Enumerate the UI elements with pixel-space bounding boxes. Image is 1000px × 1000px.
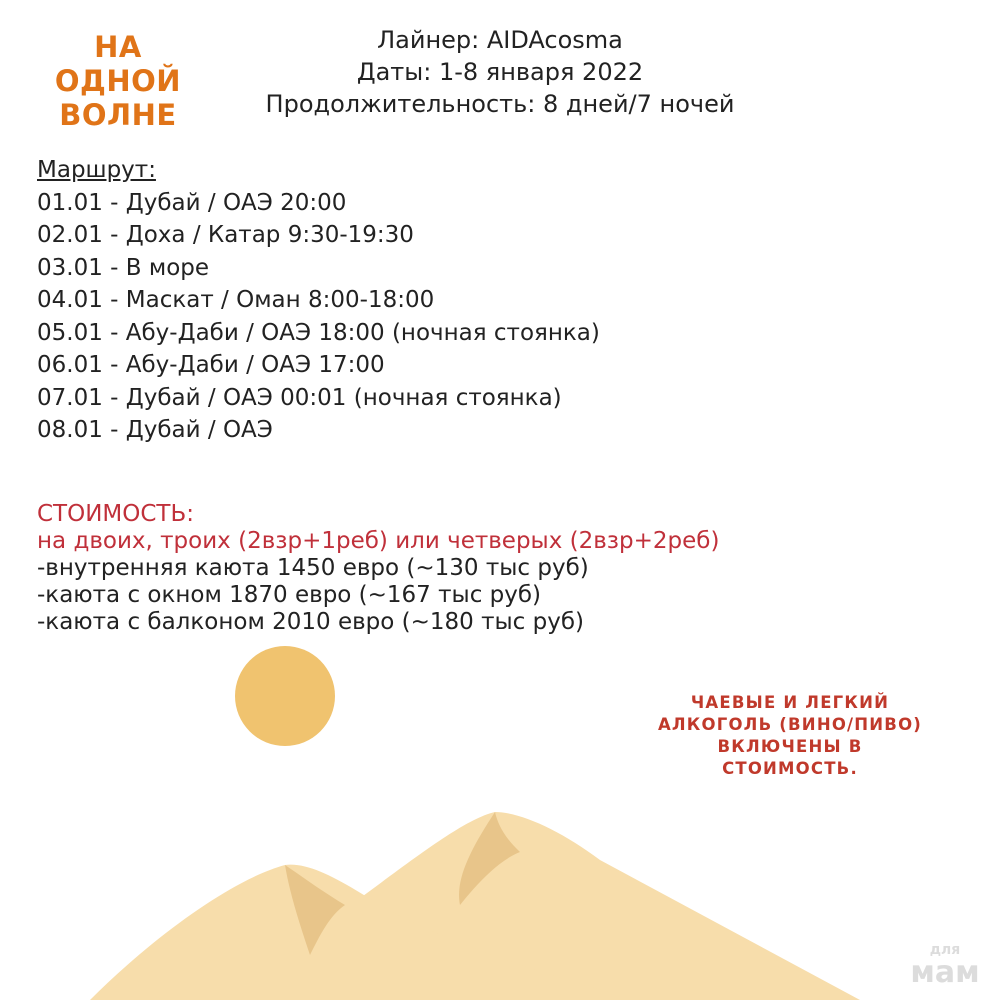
note-line-1: ЧАЕВЫЕ И ЛЕГКИЙ xyxy=(690,693,890,712)
route-item: 03.01 - В море xyxy=(37,254,210,281)
watermark-line-2: мам xyxy=(910,955,980,990)
liner-name: Лайнер: AIDAcosma xyxy=(377,26,623,54)
cruise-header xyxy=(200,24,800,120)
logo-line-2: ВОЛНЕ xyxy=(59,98,177,132)
price-item: -каюта с окном 1870 евро (~167 тыс руб) xyxy=(37,582,542,608)
route-title: Маршрут: xyxy=(37,157,156,183)
route-section xyxy=(37,154,600,447)
watermark xyxy=(905,943,985,989)
cruise-duration: Продолжительность: 8 дней/7 ночей xyxy=(265,90,735,118)
price-item: -внутренняя каюта 1450 евро (~130 тыс руб) xyxy=(37,555,589,581)
cruise-dates: Даты: 1-8 января 2022 xyxy=(356,58,644,86)
price-item: -каюта с балконом 2010 евро (~180 тыс руб) xyxy=(37,609,584,635)
sun-circle xyxy=(235,646,335,746)
price-title: СТОИМОСТЬ: xyxy=(37,501,195,527)
note-line-3: ВКЛЮЧЕНЫ В xyxy=(717,737,863,756)
price-section xyxy=(37,501,719,636)
route-item: 05.01 - Абу-Даби / ОАЭ 18:00 (ночная стоянка) xyxy=(37,319,600,346)
note-line-2: АЛКОГОЛЬ (ВИНО/ПИВО) xyxy=(657,715,923,734)
route-item: 01.01 - Дубай / ОАЭ 20:00 xyxy=(37,189,347,216)
route-item: 06.01 - Абу-Даби / ОАЭ 17:00 xyxy=(37,352,385,378)
note-line-4: СТОИМОСТЬ. xyxy=(722,759,858,778)
brand-logo xyxy=(28,30,208,132)
watermark-line-1: для xyxy=(929,942,961,958)
logo-line-1: НА ОДНОЙ xyxy=(54,30,182,98)
route-item: 04.01 - Маскат / Оман 8:00-18:00 xyxy=(37,287,435,313)
included-note xyxy=(630,692,950,780)
route-item: 08.01 - Дубай / ОАЭ xyxy=(37,417,273,443)
price-subtitle: на двоих, троих (2взр+1реб) или четверых (2взр+2реб) xyxy=(37,528,720,554)
route-item: 02.01 - Доха / Катар 9:30-19:30 xyxy=(37,222,414,248)
route-item: 07.01 - Дубай / ОАЭ 00:01 (ночная стоянка) xyxy=(37,384,562,411)
